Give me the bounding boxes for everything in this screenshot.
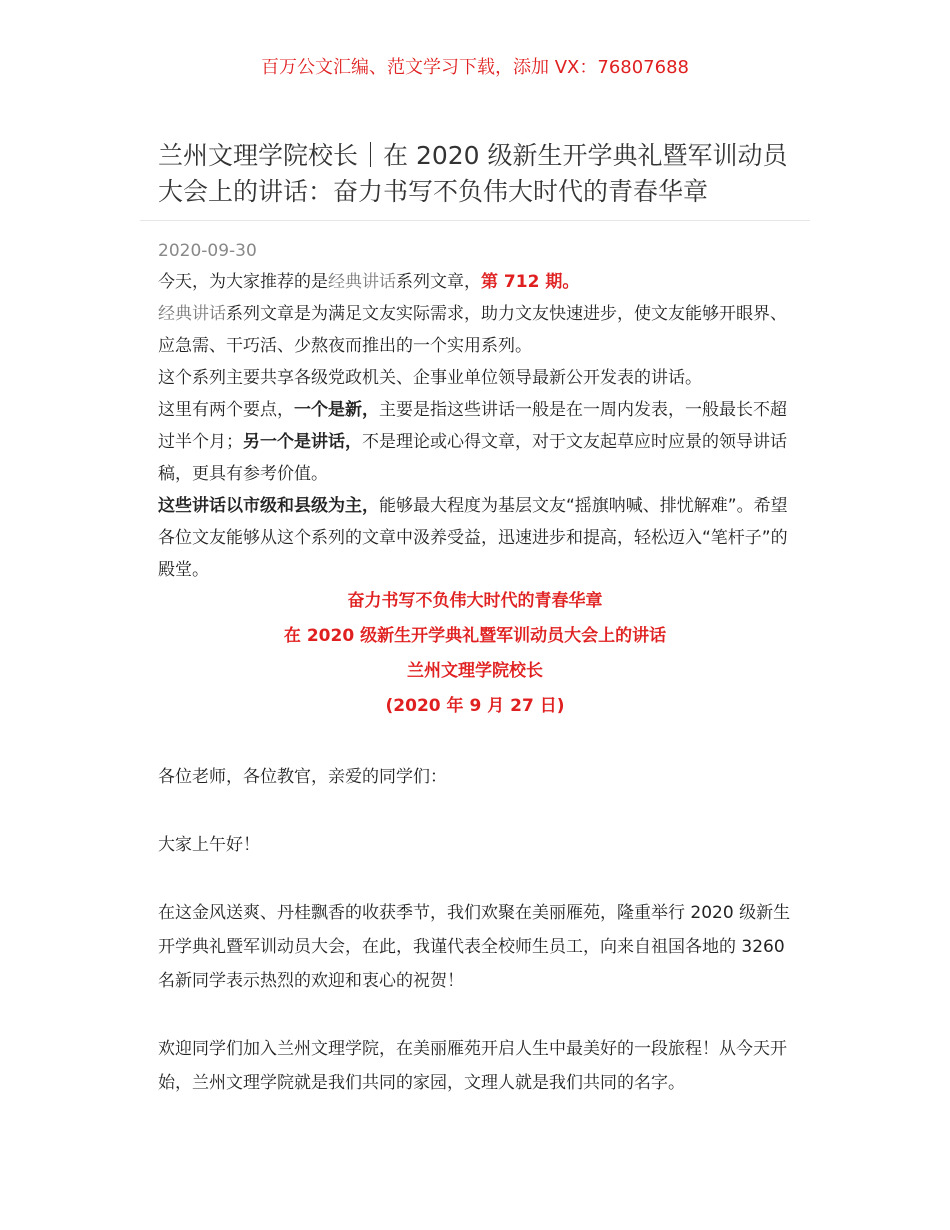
speech-paragraph-2: 欢迎同学们加入兰州文理学院，在美丽雁苑开启人生中最美好的一段旅程！从今天开始，兰州文理学院就是我们共同的家园，文理人就是我们共同的名字。 [158,1039,787,1093]
intro-paragraph-4: 这里有两个要点，一个是新，主要是指这些讲话一般是在一周内发表，一般最长不超过半个月；另一个是讲话，不是理论或心得文章，对于文友起草应时应景的领导讲话稿，更具有参考价值。 [158,400,787,484]
series-name: 经典讲话 [328,272,396,292]
speech-body [158,760,798,1134]
speech-greeting: 各位老师，各位教官，亲爱的同学们： [158,767,447,787]
article-title: 兰州文理学院校长｜在 2020 级新生开学典礼暨军训动员大会上的讲话：奋力书写不负伟大时代的青春华章 [158,141,788,206]
speech-paragraph-1: 在这金风送爽、丹桂飘香的收获季节，我们欢聚在美丽雁苑，隆重举行 2020 级新生开学典礼暨军训动员大会，在此，我谨代表全校师生员工，向来自祖国各地的 3260 名新同学表示热烈的欢迎和衷心的祝贺！ [158,903,791,991]
intro-paragraph-1: 今天，为大家推荐的是经典讲话系列文章，第 712 期。 [158,272,580,292]
intro-section [158,266,798,586]
series-name: 经典讲话 [158,304,226,324]
speech-title: 奋力书写不负伟大时代的青春华章 [347,591,603,611]
intro-paragraph-2: 经典讲话系列文章是为满足文友实际需求，助力文友快速进步，使文友能够开眼界、应急需、干巧活、少熬夜而推出的一个实用系列。 [158,304,787,356]
publish-date: 2020-09-30 [158,241,257,261]
speech-morning: 大家上午好！ [158,835,260,855]
intro-paragraph-5: 这些讲话以市级和县级为主，能够最大程度为基层文友“摇旗呐喊、排忧解难”。希望各位文友能够从这个系列的文章中汲养受益，迅速进步和提高，轻松迈入“笔杆子”的殿堂。 [158,496,788,580]
speech-heading [158,588,792,728]
title-divider [140,220,810,221]
issue-number: 第 712 期。 [481,272,580,292]
speaker: 兰州文理学院校长 [407,661,543,681]
speech-occasion: 在 2020 级新生开学典礼暨军训动员大会上的讲话 [283,626,667,646]
promo-banner: 百万公文汇编、范文学习下载，添加 VX：76807688 [261,57,689,78]
speech-date: (2020 年 9 月 27 日) [385,696,565,716]
intro-paragraph-3: 这个系列主要共享各级党政机关、企事业单位领导最新公开发表的讲话。 [158,368,702,388]
